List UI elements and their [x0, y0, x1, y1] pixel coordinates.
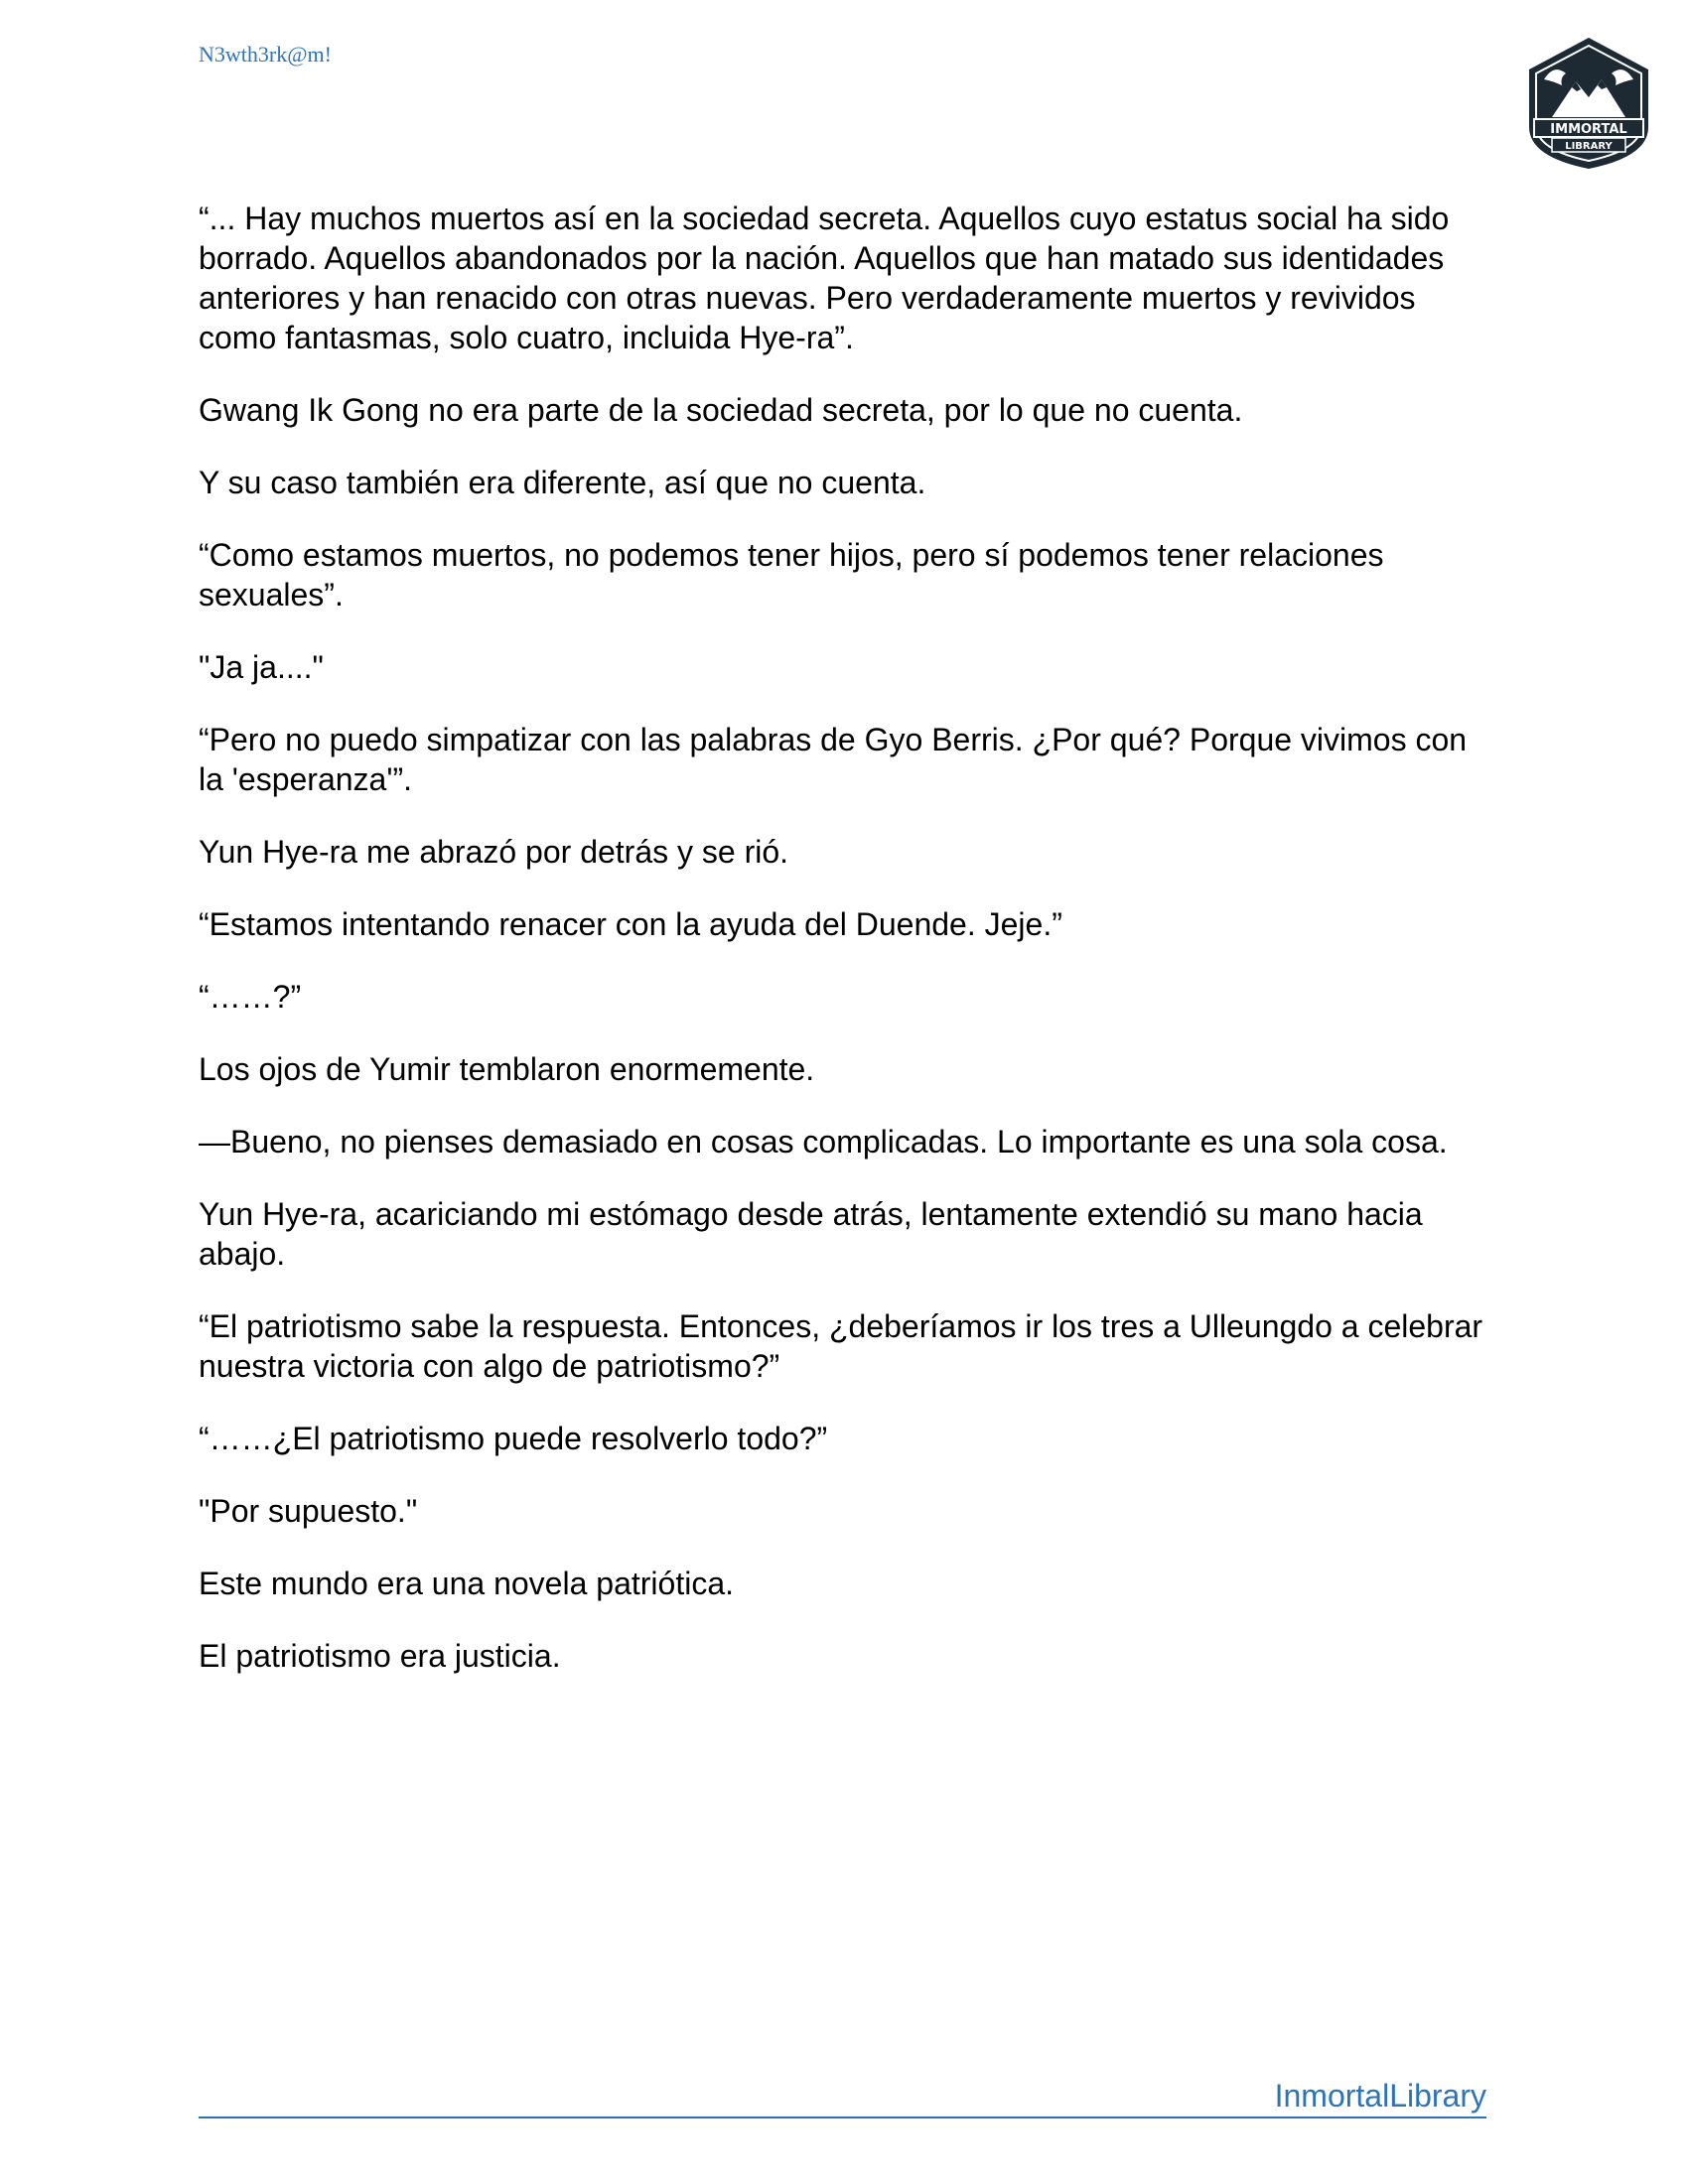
paragraph: “……¿El patriotismo puede resolverlo todo?” [199, 1421, 828, 1456]
paragraph: Gwang Ik Gong no era parte de la sociedad secreta, por lo que no cuenta. [199, 392, 1243, 428]
paragraph: “Pero no puedo simpatizar con las palabras de Gyo Berris. ¿Por qué? Porque vivimos con la 'esperanza'”. [199, 722, 1468, 797]
logo-text-line2: LIBRARY [1565, 141, 1613, 152]
paragraph: —Bueno, no pienses demasiado en cosas complicadas. Lo importante es una sola cosa. [199, 1124, 1448, 1160]
paragraph: “El patriotismo sabe la respuesta. Entonces, ¿deberíamos ir los tres a Ulleungdo a celebrar nuestra victoria con algo de patriotismo?” [199, 1308, 1483, 1384]
paragraph: "Ja ja...." [199, 649, 324, 685]
paragraph: Yun Hye-ra, acariciando mi estómago desde atrás, lentamente extendió su mano hacia abajo. [199, 1196, 1423, 1272]
paragraph: “Estamos intentando renacer con la ayuda del Duende. Jeje.” [199, 906, 1062, 942]
footer-link[interactable]: InmortalLibrary [1274, 2078, 1486, 2114]
header-note: N3wth3rk@m! [199, 42, 332, 67]
paragraph: "Por supuesto." [199, 1493, 418, 1529]
paragraph: Y su caso también era diferente, así que no cuenta. [199, 465, 926, 500]
paragraph: Los ojos de Yumir temblaron enormemente. [199, 1051, 815, 1087]
logo-emblem-icon [1514, 30, 1663, 179]
immortal-library-logo [1514, 30, 1663, 179]
paragraph: “... Hay muchos muertos así en la sociedad secreta. Aquellos cuyo estatus social ha sido borrado. Aquellos abandonados por la nación. Aquellos que han matado sus identidades anteriores y han renacido con otras nuevas. Pero verdaderamente muertos y revividos como fantasmas, solo cuatro, incluida Hye-ra”. [199, 201, 1450, 355]
chapter-body [199, 199, 1489, 1708]
paragraph: El patriotismo era justicia. [199, 1638, 561, 1674]
page-footer [199, 2075, 1486, 2118]
paragraph: Yun Hye-ra me abrazó por detrás y se rió. [199, 834, 789, 870]
logo-text-line1: IMMORTAL [1550, 122, 1627, 137]
paragraph: Este mundo era una novela patriótica. [199, 1566, 734, 1601]
paragraph: “Como estamos muertos, no podemos tener hijos, pero sí podemos tener relaciones sexuales”. [199, 537, 1384, 613]
paragraph: “……?” [199, 979, 302, 1015]
